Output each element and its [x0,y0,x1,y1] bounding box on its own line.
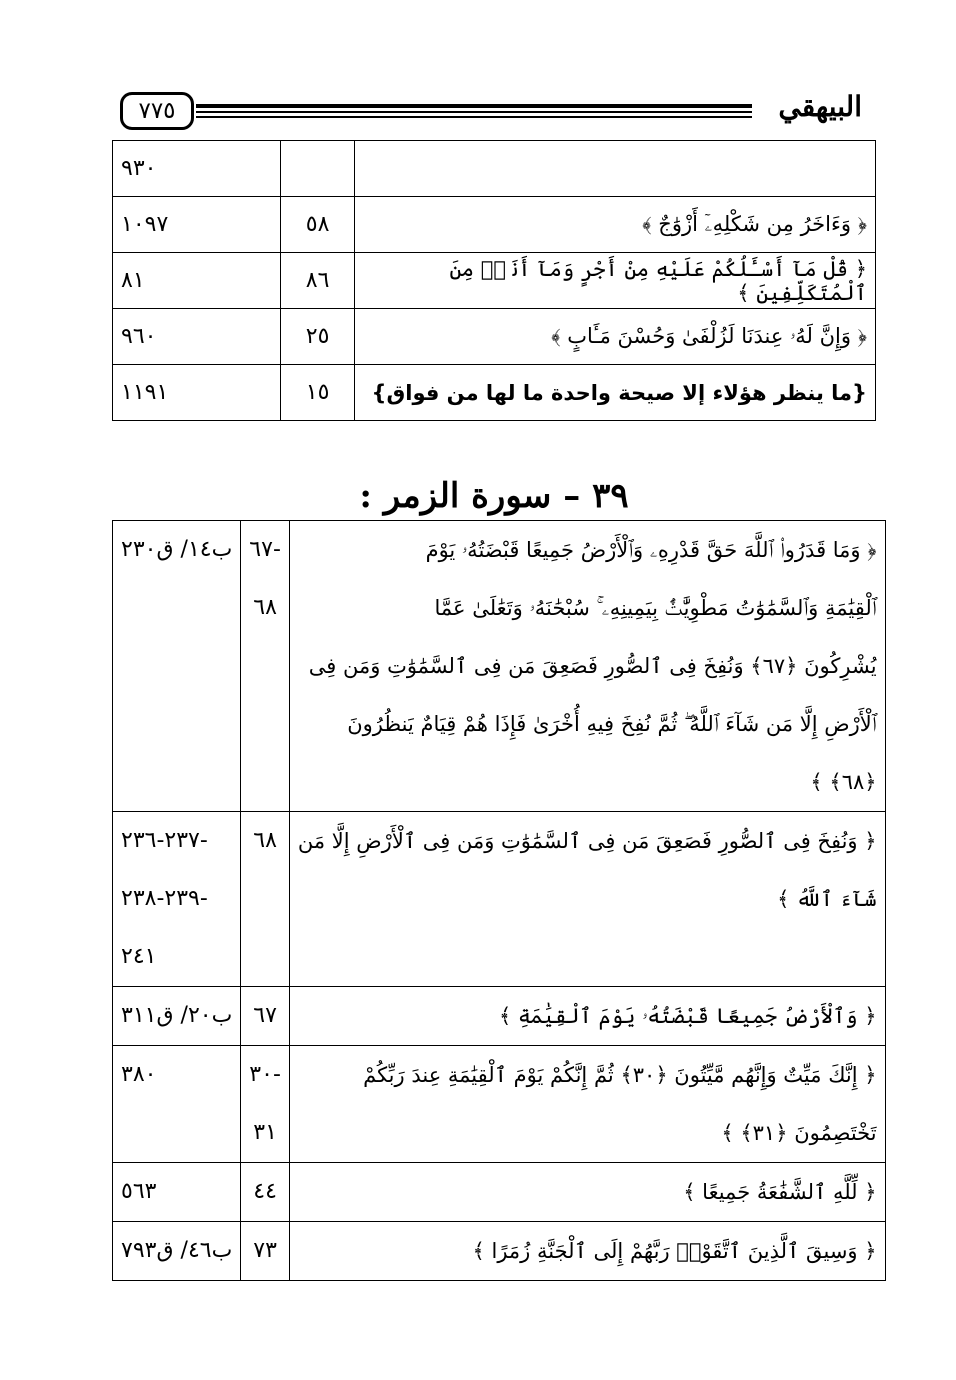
page-reference-cell: ٩٦٠ [113,309,281,365]
header-rule [196,111,752,113]
verse-line: ﴿ وَسِيقَ ٱلَّذِينَ ٱتَّقَوْا۟ رَبَّهُمْ إِلَى ٱلْجَنَّةِ زُمَرًا ﴾ [472,1239,877,1263]
page-reference: -٢٣٩-٢٣٨ [121,886,208,911]
ayah-number-cell: ٨٦ [281,253,355,309]
page-reference-cell: ١١٩١ [113,365,281,421]
verse-line: ﴿ لِّلَّهِ ٱلشَّفَٰعَةُ جَمِيعًا ﴾ [683,1180,877,1204]
page-reference-cell [113,521,241,812]
page-reference: -٢٣٧-٢٣٦ [121,828,208,853]
verse-cell [289,812,885,987]
verse-cell: ﴿ قُلْ مَآ أَسْـَٔلُكُمْ عَلَيْهِ مِنْ أَجْرٍ وَمَآ أَنَا۠ مِنَ ٱلْمُتَكَلِّفِينَ ﴾ [354,253,875,309]
ayah-number: -٦٧ [249,537,281,562]
verse-cell [289,1046,885,1163]
table-row [113,253,876,309]
verse-line: ٱلْقِيَٰمَةِ وَٱلسَّمَٰوَٰتُ مَطْوِيَّٰتٌۢ بِيَمِينِهِۦ ۚ سُبْحَٰنَهُۥ وَتَعَٰلَىٰ عَمَّا [434,596,877,620]
verse-line: ﴿ وَمَا قَدَرُوا۟ ٱللَّهَ حَقَّ قَدْرِهِۦ وَٱلْأَرْضُ جَمِيعًا قَبْضَتُهُۥ يَوْمَ [425,538,877,562]
ayah-number-cell [241,521,290,812]
surah-heading: ٣٩ – سورة الزمر : [359,476,629,516]
verse-cell: ﴿ وَءَاخَرُ مِن شَكْلِهِۦٓ أَزْوَٰجٌ ﴾ [354,197,875,253]
ayah-number-cell [241,1046,290,1163]
page-reference-cell: ٨١ [113,253,281,309]
ayah-number-cell [241,1222,290,1281]
verse-cell [289,521,885,812]
page-reference: ٣٨٠ [121,1062,157,1087]
book-title: البيهقي [778,90,862,123]
verse-cell: {ما ينظر هؤلاء إلا صيحة واحدة ما لها من فواق} [354,365,875,421]
verse-cell [289,987,885,1046]
ayah-number-cell [241,812,290,987]
page-reference: ب٤٦/ ق٧٩٣ [121,1238,233,1263]
ayah-number: ٦٨ [253,828,277,853]
table-row [113,1163,886,1222]
ayah-number: ٦٧ [253,1003,277,1028]
page-reference-cell: ١٠٩٧ [113,197,281,253]
page-reference-cell: ٩٣٠ [113,141,281,197]
verse-line: يُشْرِكُونَ ﴿٦٧﴾ وَنُفِخَ فِى ٱلصُّورِ فَصَعِقَ مَن فِى ٱلسَّمَٰوَٰتِ وَمَن فِى [308,654,877,678]
verse-line: ﴿٦٨﴾ ﴾ [810,770,877,794]
verse-line: شَآءَ ٱللَّهُ ﴾ [777,887,877,911]
header-rule [196,116,752,118]
page-reference: ب١٤/ ق٢٣٠ [121,537,233,562]
table-row [113,197,876,253]
ayah-number: -٣٠ [249,1062,281,1087]
page-reference: ٥٦٣ [121,1179,157,1204]
ayah-number-cell [241,987,290,1046]
page-reference-cell [113,987,241,1046]
ayah-number-cell: ٢٥ [281,309,355,365]
table-row [113,987,886,1046]
ayah-number-cell [281,141,355,197]
verse-line: ﴿ إِنَّكَ مَيِّتٌ وَإِنَّهُم مَّيِّتُونَ ﴿٣٠﴾ ثُمَّ إِنَّكُمْ يَوْمَ ٱلْقِيَٰمَةِ عِندَ رَبِّكُمْ [363,1063,877,1087]
ayah-number-cell [241,1163,290,1222]
ayah-number-cell: ٥٨ [281,197,355,253]
verse-line: ٱلْأَرْضِ إِلَّا مَن شَآءَ ٱللَّهُ ۖ ثُمَّ نُفِخَ فِيهِ أُخْرَىٰ فَإِذَا هُمْ قِيَامٌ يَنظُرُونَ [347,712,877,736]
verse-cell: ﴿ وَإِنَّ لَهُۥ عِندَنَا لَزُلْفَىٰ وَحُسْنَ مَـَٔابٍ ﴾ [354,309,875,365]
ayah-number-cell: ١٥ [281,365,355,421]
table-row [113,1222,886,1281]
verse-cell [289,1163,885,1222]
ayah-number: ٦٨ [253,595,277,620]
ayah-number: ٧٣ [253,1238,277,1263]
verse-line: ﴿ وَنُفِخَ فِى ٱلصُّورِ فَصَعِقَ مَن فِى ٱلسَّمَٰوَٰتِ وَمَن فِى ٱلْأَرْضِ إِلَّا مَن [297,829,877,853]
page-reference: ٢٤١ [121,944,157,969]
verse-line: ﴿ وَٱلْأَرْضُ جَمِيعًا قَبْضَتُهُۥ يَوْمَ ٱلْقِيَٰمَةِ ﴾ [499,1004,877,1028]
page-reference-cell [113,1222,241,1281]
ayah-number: ٤٤ [253,1179,277,1204]
verse-cell [289,1222,885,1281]
table-row [113,521,886,812]
verse-line: تَخْتَصِمُونَ ﴿٣١﴾ ﴾ [721,1121,877,1145]
page-number: ٧٧٥ [120,92,194,130]
verses-table-surah-az-zumar [112,520,886,1281]
page-reference-cell [113,1046,241,1163]
verses-table-previous-surah [112,140,876,421]
page-reference-cell [113,1163,241,1222]
verse-cell [354,141,875,197]
table-row [113,812,886,987]
ayah-number: ٣١ [253,1120,277,1145]
table-row [113,365,876,421]
table-row [113,309,876,365]
page-header [112,90,862,134]
table-row [113,1046,886,1163]
page-reference-cell [113,812,241,987]
header-rule [196,104,752,108]
page-reference: ب٢٠/ ق٣١١ [121,1003,233,1028]
table-row [113,141,876,197]
